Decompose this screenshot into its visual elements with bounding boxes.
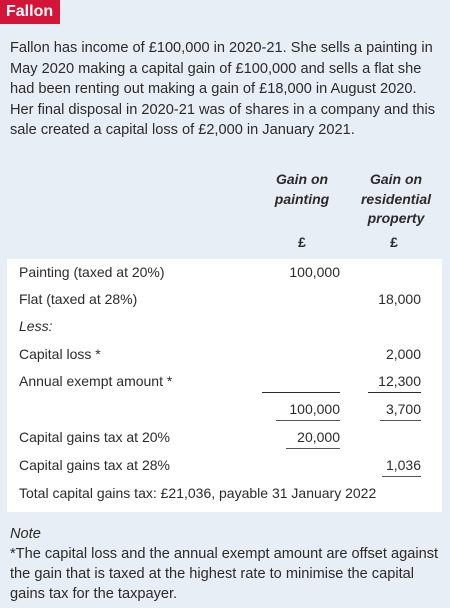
less-label: Less: [19, 318, 53, 334]
cgt-28-label: Capital gains tax at 28% [19, 457, 170, 473]
column-header-painting: Gain on painting [274, 171, 330, 207]
currency-symbol-painting: £ [298, 234, 306, 250]
cgt-20-label: Capital gains tax at 20% [19, 429, 170, 445]
total-cgt-line: Total capital gains tax: £21,036, payable 31 January 2022 [19, 485, 377, 501]
cgt-28-value: 1,036 [385, 457, 421, 473]
rule-painting-above-subtotal [262, 392, 340, 393]
flat-row-label: Flat (taxed at 28%) [19, 291, 138, 307]
rule-cgt-28 [382, 476, 421, 477]
rule-painting-below-subtotal [276, 420, 340, 421]
column-header-residential: Gain on residential property [360, 171, 432, 226]
annual-exempt-label: Annual exempt amount * [19, 373, 173, 389]
rule-residential-above-subtotal [368, 392, 421, 393]
cgt-20-value: 20,000 [297, 429, 340, 445]
note-text: *The capital loss and the annual exempt amount are offset against the gain that is taxed at the highest rate to minimise the capital gains tax for the taxpayer. [10, 546, 439, 602]
capital-loss-label: Capital loss * [19, 346, 101, 362]
subtotal-painting-value: 100,000 [289, 401, 340, 417]
case-title-tag: Fallon [0, 0, 60, 24]
annual-exempt-value: 12,300 [378, 373, 421, 389]
painting-row-label: Painting (taxed at 20%) [19, 264, 165, 280]
rule-residential-below-subtotal [380, 420, 421, 421]
currency-symbol-residential: £ [390, 234, 398, 250]
capital-loss-value: 2,000 [385, 346, 421, 362]
subtotal-residential-value: 3,700 [385, 401, 421, 417]
note-heading: Note [10, 526, 41, 542]
flat-row-value: 18,000 [378, 291, 421, 307]
intro-paragraph: Fallon has income of £100,000 in 2020-21. She sells a painting in May 2020 making a capital gain of £100,000 and sells a flat she had been renting out making a gain of £18,000 in August 2020. Her final disposal in 2020-21 was of shares in a company and this sale created a capital loss of £2,000 in January 2021. [10, 40, 436, 138]
rule-cgt-20 [286, 448, 340, 449]
painting-row-value: 100,000 [289, 264, 340, 280]
